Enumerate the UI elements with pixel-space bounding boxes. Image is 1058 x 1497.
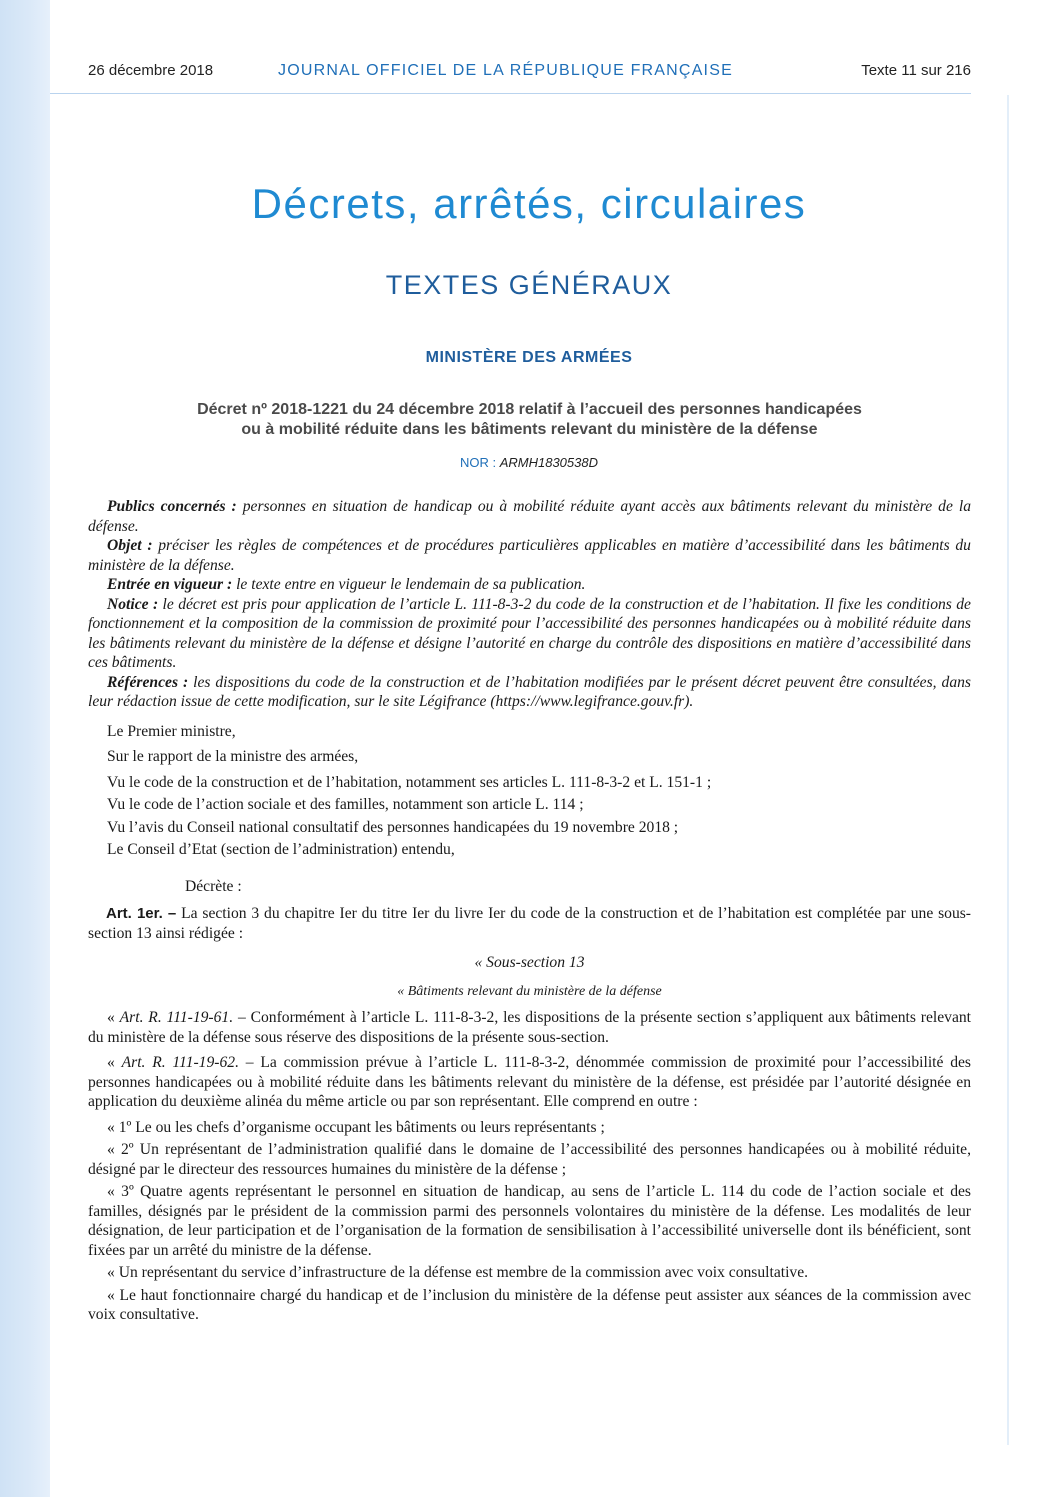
- decree-title: [88, 400, 971, 440]
- decree-title-line: Décret nº 2018-1221 du 24 décembre 2018 relatif à l’accueil des personnes handicapées: [197, 401, 862, 418]
- section-title: TEXTES GÉNÉRAUX: [385, 270, 673, 300]
- article-ref: Art. R. 111-19-61.: [119, 1009, 234, 1026]
- summary-paragraph: Objet : préciser les règles de compétences et de procédures particulières applicables en matière d’accessibilité dans les bâtiments du ministère de la défense.: [88, 537, 971, 574]
- summary-paragraph: Références : les dispositions du code de la construction et de l’habitation modifiées par le présent décret peuvent être consultées, dans leur rédaction issue de cette modification, sur le site Légifrance (https://www.legifrance.gouv.fr).: [88, 673, 971, 710]
- page-title: Décrets, arrêtés, circulaires: [251, 180, 807, 227]
- summary-label: Références :: [107, 673, 189, 691]
- decree-title-line: ou à mobilité réduite dans les bâtiments relevant du ministère de la défense: [241, 421, 818, 438]
- summary-label: Entrée en vigueur :: [107, 576, 233, 593]
- summary-paragraph: Entrée en vigueur : le texte entre en vigueur le lendemain de sa publication.: [107, 576, 586, 593]
- summary-label: Publics concernés :: [107, 498, 237, 515]
- summary-paragraph: Notice : le décret est pris pour application de l’article L. 111-8-3-2 du code de la construction et de l’habitation. Il fixe les conditions de fonctionnement et la composition de la commission de proximité pour l’accessibilité des personnes handicapées ou à mobilité réduite dans les bâtiments relevant du ministère de la défense et désigne l’autorité en charge du contrôle des dispositions en matière d’accessibilité dans ces bâtiments.: [88, 595, 971, 671]
- ministry-heading: MINISTÈRE DES ARMÉES: [425, 349, 633, 366]
- article-label: Art. 1er. –: [106, 905, 177, 922]
- list-item: « Le haut fonctionnaire chargé du handicap et de l’inclusion du ministère de la défense peut assister aux séances de la commission avec voix consultative.: [88, 1286, 971, 1323]
- summary-paragraph: Publics concernés : personnes en situation de handicap ou à mobilité réduite ayant accès aux bâtiments relevant du ministère de la défense.: [88, 498, 971, 535]
- header-divider: [50, 93, 971, 94]
- subsection-subtitle: « Bâtiments relevant du ministère de la défense: [397, 983, 662, 999]
- preamble-line: Vu le code de l’action sociale et des familles, notamment son article L. 114 ;: [107, 796, 584, 813]
- preamble-line: Sur le rapport de la ministre des armées,: [107, 748, 359, 765]
- summary-label: Objet :: [107, 537, 153, 554]
- subsection-title: « Sous-section 13: [474, 954, 585, 971]
- article-paragraph: « Art. R. 111-19-61. – Conformément à l’article L. 111-8-3-2, les dispositions de la présente section s’appliquent aux bâtiments relevant du ministère de la défense sous réserve des dispositions de la présente sous-section.: [88, 1009, 971, 1046]
- list-item: « 2º Un représentant de l’administration qualifié dans le domaine de l’accessibilité des personnes handicapées ou à mobilité réduite, désigné par le directeur des ressources humaines du ministère de la défense ;: [88, 1141, 971, 1178]
- preamble-line: Le Premier ministre,: [107, 722, 236, 740]
- nor-value: ARMH1830538D: [499, 455, 598, 470]
- header-journal-title: JOURNAL OFFICIEL DE LA RÉPUBLIQUE FRANÇAISE: [278, 62, 733, 79]
- nor-label: NOR :: [459, 455, 500, 470]
- summary-label: Notice :: [107, 595, 159, 613]
- page-header: [88, 62, 971, 86]
- article-ref: Art. R. 111-19-62.: [121, 1054, 239, 1071]
- preamble-line: Vu le code de la construction et de l’habitation, notamment ses articles L. 111-8-3-2 et L. 151-1 ;: [107, 773, 712, 791]
- list-item: « Un représentant du service d’infrastructure de la défense est membre de la commission avec voix consultative.: [107, 1264, 809, 1281]
- list-item: « 1º Le ou les chefs d’organisme occupant les bâtiments ou leurs représentants ;: [107, 1118, 605, 1136]
- nor-reference: [0, 455, 1058, 470]
- decree-body: [88, 497, 971, 1325]
- decrete-line: Décrète :: [185, 877, 242, 895]
- preamble-line: Le Conseil d’Etat (section de l’administration) entendu,: [107, 841, 455, 858]
- article-1: Art. 1er. – La section 3 du chapitre Ier du titre Ier du livre Ier du code de la construction et de l’habitation est complétée par une sous-section 13 ainsi rédigée :: [88, 905, 972, 942]
- preamble-line: Vu l’avis du Conseil national consultatif des personnes handicapées du 19 novembre 2018 ;: [107, 818, 679, 836]
- article-paragraph: « Art. R. 111-19-62. – La commission prévue à l’article L. 111-8-3-2, dénommée commission de proximité pour l’accessibilité des personnes handicapées ou à mobilité réduite dans les bâtiments relevant du ministère de la défense, est présidée par l’autorité désignée en application du deuxième alinéa du même article ou par son représentant. Elle comprend en outre :: [88, 1054, 971, 1110]
- header-date: 26 décembre 2018: [88, 62, 214, 79]
- header-text-number: Texte 11 sur 216: [861, 62, 971, 79]
- list-item: « 3º Quatre agents représentant le personnel en situation de handicap, au sens de l’article L. 114 du code de l’action sociale et des familles, désignés par le président de la commission parmi des personnels volontaires du ministère de la défense. Les modalités de leur désignation, de leur participation et de l’organisation de la formation de sensibilisation à l’accessibilité universelle dont ils bénéficient, sont fixées par un arrêté du ministre de la défense.: [88, 1183, 971, 1259]
